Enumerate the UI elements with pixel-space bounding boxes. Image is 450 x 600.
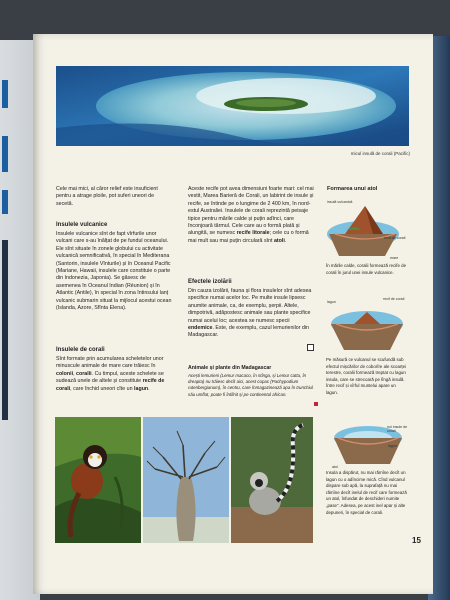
heading-coral-islands: Insulele de corali: [56, 347, 105, 353]
sidebar-step-2-text: Pe măsură ce vulcanul se scufundă sub efectul mișcărilor de coborîre ale scoarței terestre, coralii formează treptat cu lagun insula, care se strecoară pe lîngă insulă. Între recif și vîrful muntelui apare un lagun.: [326, 357, 407, 395]
diagram-label-lagoon: lagun: [327, 300, 336, 304]
diagram-label-new-islands: noi insule de corali: [387, 425, 408, 433]
previous-page-image-strip: [2, 136, 8, 172]
ring-tailed-lemur-photo: [231, 417, 313, 543]
diagram-label-volcanic-island: insulă vulcanică: [327, 200, 353, 204]
atoll-diagram-1: [325, 200, 405, 258]
diagram-label-coral-reef-2: recif de corali: [383, 297, 405, 301]
hero-coral-island-photo: [56, 66, 409, 146]
heading-isolation-effects: Efectele izolării: [188, 279, 232, 285]
page-number: 15: [412, 536, 421, 545]
coral-islands-text: Sînt formate prin acumularea scheletelor unor minuscule animale de mare care trăiesc în colonii, coralii. Cu timpul, aceste schelete se sudează unele de altele și constituie recife de corali, care închid uneori cîte un lagun.: [56, 356, 165, 392]
sidebar-step-3-text: Insula a dispărut, nu mai rămîne decît un lagun cu o adîncime mică. Cînd vulcanul dispare sub apă, la suprafață nu mai rămîne decît inelul de recif care formează un atol, înfundat de deschideri numite „pase”. Adesea, pe acest inel apar și alte depuneri, în special de corali.: [326, 470, 407, 515]
black-lemur-photo: [55, 417, 141, 543]
sidebar-title: Formarea unui atol: [327, 186, 378, 192]
previous-page-image-strip: [2, 240, 8, 420]
madagascar-caption: Acești lemurieni (Lemur macaco, în stînga, și Lemur catta, în dreapta) nu trăiesc decît aici, acest copac (Pachypodium rutenbergianum), în centru, care înmagazinează apa în trunchiul său umflat, poate fi întîlnit și pe continentul african.: [188, 373, 313, 397]
heading-volcanic-islands: Insulele vulcanice: [56, 222, 108, 228]
diagram-label-coral-reef: recif de corali: [384, 236, 406, 240]
sidebar-step-1-text: În mările calde, coralii formează recife de corali în jurul unei insule vulcanice.: [326, 263, 407, 275]
volcanic-islands-text: Insulele vulcanice sînt de fapt vîrfurile unor vulcani care s-au înălțat de pe fundul oceanului. Ele sînt situate în zonele globului cu activitate vulcanică semnificativă, în special în Mediterana (Santorin, insulele Vînturile) și în Oceanul Pacific (Mariane, Hawaii, insulele care constituie o parte din Indonezia, Japonia). Se găsesc de asemenea în Oceanul Indian (Réunion) și în Atlantic (Antile), în special în zona întinsului lanț vulcanic submarin situat la mijlocul acestui ocean (Islanda, Azore, Sfînta Elena).: [56, 231, 172, 312]
intro-text: Cele mai mici, al căror relief este insuficient pentru a atrage ploile, pot suferi uneori de secetă.: [56, 186, 158, 207]
previous-page-image-strip: [2, 190, 8, 214]
baobab-tree-photo: [143, 417, 229, 543]
diagram-label-atoll: atol: [332, 465, 338, 469]
section-end-marker: [307, 344, 314, 351]
previous-page-image-strip: [2, 80, 8, 108]
heading-madagascar-animals: Animale și plante din Madagascar: [188, 365, 272, 371]
diagram-label-lagoon-3: lagun: [388, 444, 397, 448]
diagram-label-sea: mare: [390, 256, 399, 260]
reefs-text: Aceste recife pot avea dimensiuni foarte mari: cel mai vestit, Marea Barieră de Corali, un labirint de insule și recife, se întinde pe o lungime de 2 400 km, în nord-estul Australiei. Insulele de corali reprezintă peisaje tipice pentru mările calde și puțin adînci, care înconjoară tărmul. Cele care au o formă plată și alungită, se numesc recife litorale; cele cu o formă mai mult sau mai puțin circulară sînt atoli.: [188, 186, 314, 244]
red-square-marker: [314, 402, 318, 406]
atoll-diagram-2: [328, 300, 406, 352]
hero-caption: micul insulă de corali (Pacific): [350, 151, 410, 156]
isolation-effects-text: Din cauza izolării, fauna și flora insulelor sînt adesea specifice numai acelor loc. Pe multe insule lipsesc anumite animale, ca, de exemplu, șerpii. Altele, dimpotrivă, adăpostesc animale sau plante specifice numai acelui loc; acestea se numesc specii endemice. Este, de exemplu, cazul lemurienilor din Madagascar.: [188, 288, 312, 339]
